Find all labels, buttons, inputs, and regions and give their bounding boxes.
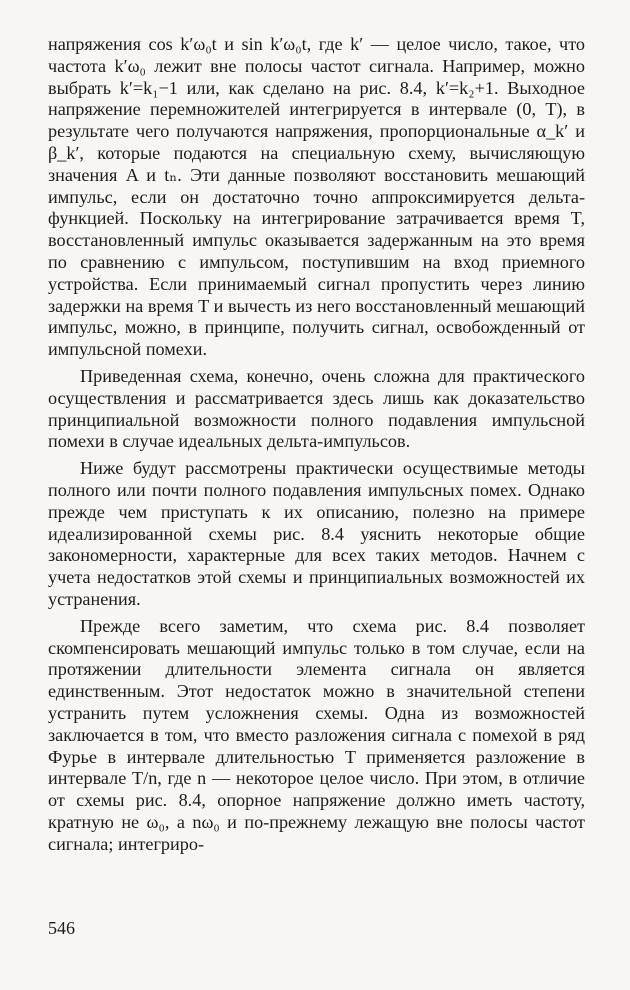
paragraph-2: Приведенная схема, конечно, очень сложна для практического осуществления и рассматривается здесь лишь как доказательство принципиальной возможности полного подавления импульсной помехи в случае идеальных дельта-импульсов.	[48, 365, 585, 452]
paragraph-4: Прежде всего заметим, что схема рис. 8.4 позволяет скомпенсировать мешающий импульс только в том случае, если на протяжении длительности элемента сигнала он является единственным. Этот недостаток можно в значительной степени устранить путем усложнения схемы. Одна из возможностей заключается в том, что вместо разложения сигнала с помехой в ряд Фурье в интервале длительностью T применяется разложение в интервале T/n, где n — некоторое целое число. При этом, в отличие от схемы рис. 8.4, опорное напряжение должно иметь частоту, кратную не ω₀, а nω₀ и по-прежнему лежащую вне полосы частот сигнала; интегриро-	[48, 615, 585, 854]
paragraph-3: Ниже будут рассмотрены практически осуществимые методы полного или почти полного подавления импульсных помех. Однако прежде чем приступать к их описанию, полезно на примере идеализированной схемы рис. 8.4 уяснить некоторые общие закономерности, характерные для всех таких методов. Начнем с учета недостатков этой схемы и принципиальных возможностей их устранения.	[48, 458, 585, 609]
page-number: 546	[48, 918, 75, 938]
page-text-block	[48, 34, 585, 855]
paragraph-1: напряжения cos k′ω₀t и sin k′ω₀t, где k′ — целое число, такое, что частота k′ω₀ лежит вне полосы частот сигнала. Например, можно выбрать k′=k₁−1 или, как сделано на рис. 8.4, k′=k₂+1. Выходное напряжение перемножителей интегрируется в интервале (0, T), в результате чего получаются напряжения, пропорциональные α_k′ и β_k′, которые подаются на специальную схему, вычисляющую значения A и tₙ. Эти данные позволяют восстановить мешающий импульс, если он достаточно точно аппроксимируется дельта-функцией. Поскольку на интегрирование затрачивается время T, восстановленный импульс оказывается задержанным на это время по сравнению с импульсом, поступившим на вход приемного устройства. Если принимаемый сигнал пропустить через линию задержки на время T и вычесть из него восстановленный мешающий импульс, можно, в принципе, получить сигнал, освобожденный от импульсной помехи.	[48, 34, 585, 360]
